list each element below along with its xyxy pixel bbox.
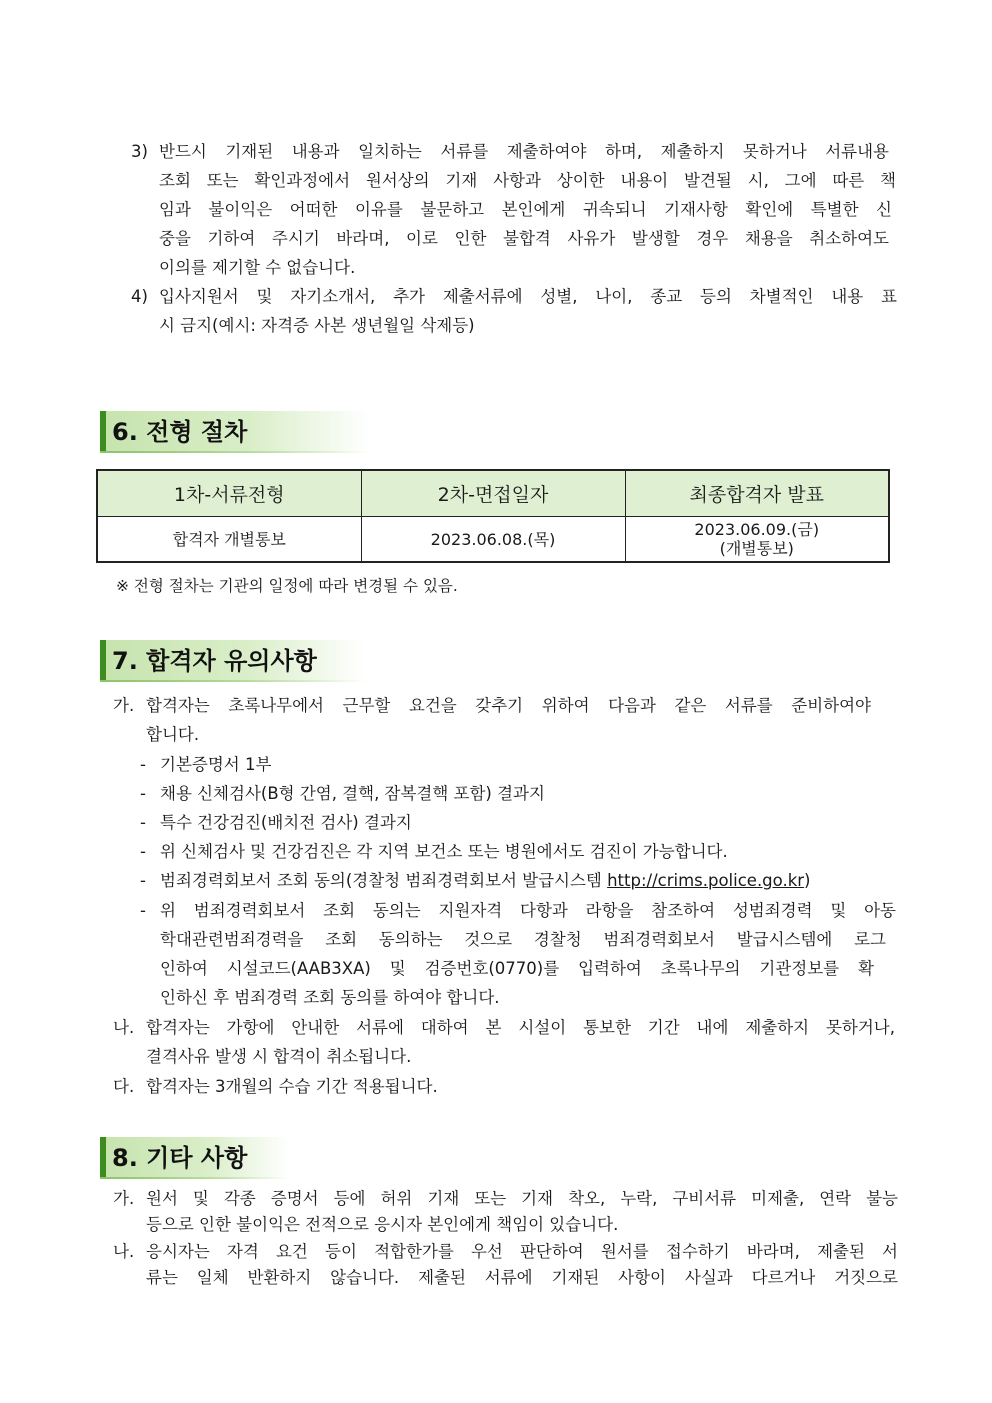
section-7-na-line-2: 결격사유 발생 시 합격이 취소됩니다. <box>146 1047 412 1066</box>
table-header-cell: 2차-면접일자 <box>361 470 625 517</box>
section-7-na-label: 나. <box>113 1018 135 1037</box>
table-header-cell: 1차-서류전형 <box>97 470 361 517</box>
section-7-ga-label: 가. <box>113 696 135 715</box>
item-3-line-3: 임과 불이익은 어떠한 이유를 불문하고 본인에게 귀속되니 기재사항 확인에 특별한 신 <box>159 200 892 219</box>
section-7-ga-line-1: 합격자는 초록나무에서 근무할 요건을 갖추기 위하여 다음과 같은 서류를 준비하여야 <box>146 696 871 715</box>
section-7-title: 7. 합격자 유의사항 <box>112 647 317 675</box>
item-3-line-4: 중을 기하여 주시기 바라며, 이로 인한 불합격 사유가 발생할 경우 채용을 취소하여도 <box>159 229 889 248</box>
section-8-header <box>100 1137 290 1179</box>
section-6-header <box>100 411 370 453</box>
doc-item-2: 채용 신체검사(B형 간염, 결핵, 잠복결핵 포함) 결과지 <box>160 784 545 803</box>
crims-close-paren: ) <box>804 871 811 890</box>
table-row <box>97 517 889 563</box>
item-4-line-1: 입사지원서 및 자기소개서, 추가 제출서류에 성별, 나이, 종교 등의 차별적인 내용 표 <box>159 287 897 306</box>
consent-line-3: 인하여 시설코드(AAB3XA) 및 검증번호(0770)를 입력하여 초록나무의 기관정보를 확 <box>160 959 874 978</box>
item-3-number: 3) <box>131 142 148 161</box>
dash-bullet: - <box>140 901 146 920</box>
table-header-row <box>97 470 889 517</box>
doc-item-4: 위 신체검사 및 건강검진은 각 지역 보건소 또는 병원에서도 검진이 가능합니다. <box>160 842 728 861</box>
dash-bullet: - <box>140 784 146 803</box>
table-cell <box>625 517 889 563</box>
selection-process-table <box>96 469 890 563</box>
section-8-ga-label: 가. <box>113 1189 135 1208</box>
doc-item-3: 특수 건강검진(배치전 검사) 결과지 <box>160 813 412 832</box>
dash-bullet: - <box>140 842 146 861</box>
dash-bullet: - <box>140 813 146 832</box>
crims-consent-text: 범죄경력회보서 조회 동의(경찰청 범죄경력회보서 발급시스템 <box>160 871 608 890</box>
table-cell: 합격자 개별통보 <box>97 517 361 563</box>
section-8-ga-line-1: 원서 및 각종 증명서 등에 허위 기재 또는 기재 착오, 누락, 구비서류 미제출, 연락 불능 <box>146 1189 898 1208</box>
item-3-line-2: 조회 또는 확인과정에서 원서상의 기재 사항과 상이한 내용이 발견될 시, 그에 따른 책 <box>159 171 896 190</box>
section-7-da-label: 다. <box>113 1077 135 1096</box>
item-4-line-2: 시 금지(예시: 자격증 사본 생년월일 삭제등) <box>159 316 475 335</box>
dash-bullet: - <box>140 755 146 774</box>
section-8-na-label: 나. <box>113 1242 135 1261</box>
section-6-title: 6. 전형 절차 <box>112 418 248 446</box>
consent-line-2: 학대관련범죄경력을 조회 동의하는 것으로 경찰청 범죄경력회보서 발급시스템에 로그 <box>160 930 886 949</box>
section-8-na-line-2: 류는 일체 반환하지 않습니다. 제출된 서류에 기재된 사항이 사실과 다르거나 거짓으로 <box>146 1268 898 1287</box>
schedule-note: ※ 전형 절차는 기관의 일정에 따라 변경될 수 있음. <box>116 577 458 595</box>
section-8-na-line-1: 응시자는 자격 요건 등이 적합한가를 우선 판단하여 원서를 접수하기 바라며, 제출된 서 <box>146 1242 898 1261</box>
final-announce-method: (개별통보) <box>719 539 794 558</box>
crims-consent-line <box>160 870 810 892</box>
section-8-ga-line-2: 등으로 인한 불이익은 전적으로 응시자 본인에게 책임이 있습니다. <box>146 1215 619 1234</box>
table-header-cell: 최종합격자 발표 <box>625 470 889 517</box>
final-announce-date: 2023.06.09.(금) <box>694 520 820 539</box>
table-cell: 2023.06.08.(목) <box>361 517 625 563</box>
section-8-title: 8. 기타 사항 <box>112 1144 248 1172</box>
item-3-line-1: 반드시 기재된 내용과 일치하는 서류를 제출하여야 하며, 제출하지 못하거나 서류내용 <box>159 142 889 161</box>
doc-item-1: 기본증명서 1부 <box>160 755 272 774</box>
item-3-line-5: 이의를 제기할 수 없습니다. <box>159 258 356 277</box>
dash-bullet: - <box>140 871 146 890</box>
section-7-na-line-1: 합격자는 가항에 안내한 서류에 대하여 본 시설이 통보한 기간 내에 제출하지 못하거나, <box>146 1018 895 1037</box>
section-7-header <box>100 640 365 682</box>
consent-line-4: 인하신 후 범죄경력 조회 동의를 하여야 합니다. <box>160 988 500 1007</box>
section-7-da-line: 합격자는 3개월의 수습 기간 적용됩니다. <box>146 1077 438 1096</box>
section-7-ga-line-2: 합니다. <box>146 725 200 744</box>
consent-line-1: 위 범죄경력회보서 조회 동의는 지원자격 다항과 라항을 참조하여 성범죄경력 및 아동 <box>160 901 896 920</box>
item-4-number: 4) <box>131 287 148 306</box>
crims-link[interactable]: http://crims.police.go.kr <box>607 871 805 890</box>
